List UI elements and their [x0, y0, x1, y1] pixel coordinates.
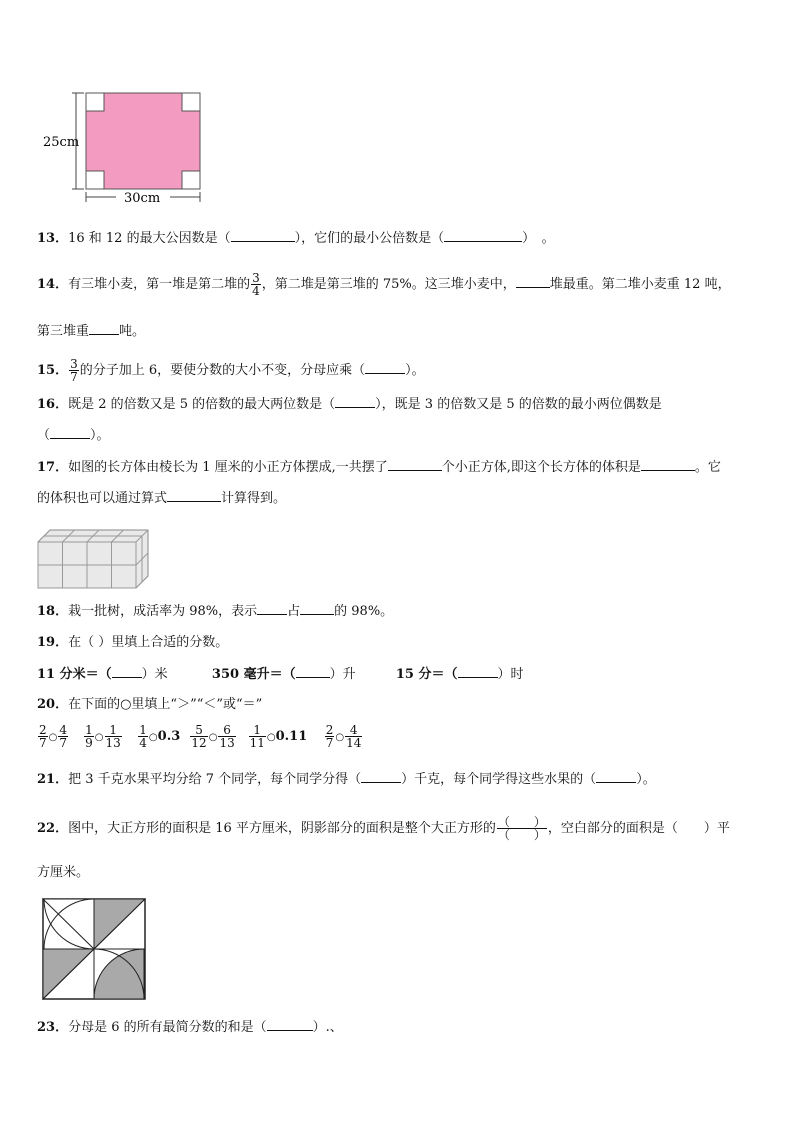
question-17: 17．如图的长方体由棱长为 1 厘米的小正方体摆成,一共摆了 个小正方体,即这个长方体的体积是 。它: [37, 460, 721, 475]
fraction: $\frac{3}{4}$: [252, 271, 260, 298]
question-19: 19．在（ ）里填上合适的分数。: [37, 635, 229, 650]
question-22-cont: 方厘米。: [37, 865, 90, 880]
question-16-cont: （ ）。: [37, 428, 110, 443]
question-23: 23．分母是 6 的所有最简分数的和是（ ）.、: [37, 1020, 343, 1035]
compare-item: $\frac{1}{4}$ ○0.3: [139, 723, 181, 750]
fraction: $\frac{3}{7}$: [70, 357, 78, 384]
cuboid-figure: [36, 520, 156, 590]
compare-item: $\frac{5}{12}$ ○ $\frac{6}{13}$: [191, 723, 235, 750]
question-17-cont: 的体积也可以通过算式 计算得到。: [37, 491, 287, 506]
question-18: 18．栽一批树，成活率为 98%，表示 占 的 98%。: [37, 604, 394, 619]
compare-item: $\frac{1}{11}$ ○0.11: [249, 723, 308, 750]
question-14: 14．有三堆小麦，第一堆是第二堆的 $\frac{3}{4}$ ，第二堆是第三堆的 75%。这三堆小麦中， 堆最重。第二堆小麦重 12 吨，: [37, 271, 731, 298]
compare-item: $\frac{2}{7}$ ○ $\frac{4}{7}$: [39, 723, 68, 750]
question-19-items: 11 分米＝（ ）米 350 毫升＝（ ）升 15 分＝（ ）时: [37, 667, 524, 682]
question-22: 22．图中，大正方形的面积是 16 平方厘米，阴影部分的面积是整个大正方形的 $\frac{( )}{( )}$ ，空白部分的面积是（ ）平: [37, 815, 730, 842]
height-label: 25cm: [43, 135, 80, 150]
question-21: 21．把 3 千克水果平均分给 7 个同学，每个同学分得（ ）千克，每个同学得这些水果的（ ）。: [37, 772, 656, 787]
comparison-row: [37, 724, 374, 749]
rectangle-figure: [40, 86, 215, 206]
question-14-cont: 第三堆重 吨。: [37, 324, 146, 339]
question-15: 15． $\frac{3}{7}$ 的分子加上 6，要使分数的大小不变，分母应乘（ ）。: [37, 357, 425, 384]
compare-item: $\frac{2}{7}$ ○ $\frac{4}{14}$: [325, 723, 362, 750]
compare-item: $\frac{1}{9}$ ○ $\frac{1}{13}$: [85, 723, 121, 750]
square-figure: [42, 898, 148, 1002]
question-13: 13．16 和 12 的最大公因数是（ ），它们的最小公倍数是（ ） 。: [37, 231, 555, 246]
width-label: 30cm: [124, 191, 161, 206]
fraction-blank: $\frac{( )}{( )}$: [497, 815, 546, 842]
question-20: 20．在下面的○里填上“＞”“＜”或“＝”: [37, 697, 263, 712]
question-16: 16．既是 2 的倍数又是 5 的倍数的最大两位数是（ ），既是 3 的倍数又是 5 的倍数的最小两位偶数是: [37, 397, 662, 412]
